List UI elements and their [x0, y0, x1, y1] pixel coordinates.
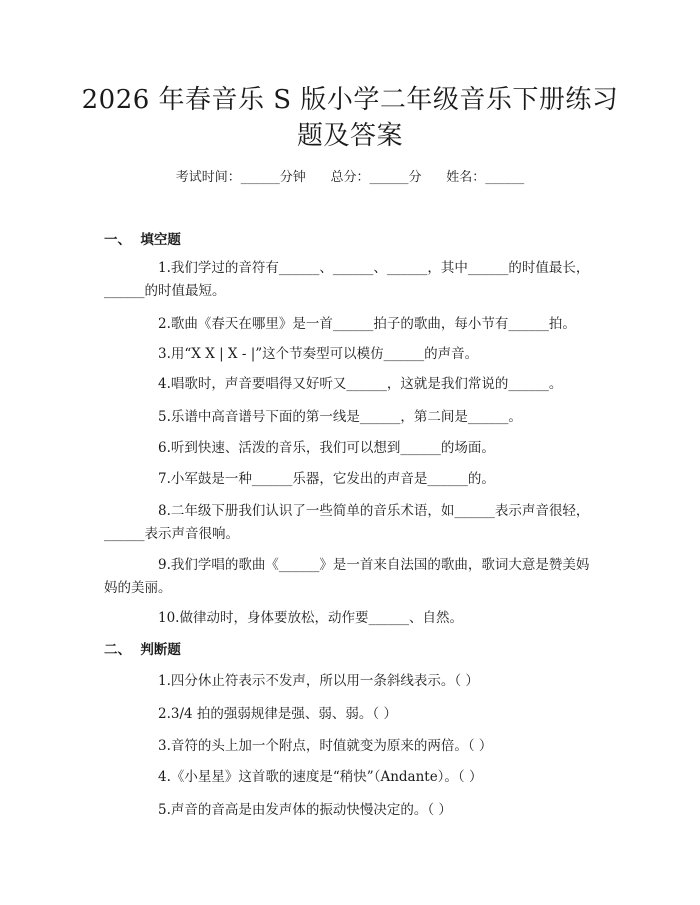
question-1-9 — [104, 554, 602, 600]
question-2-1 — [104, 670, 602, 693]
question-number: 4. — [158, 376, 171, 392]
question-2-4 — [104, 766, 602, 789]
question-text: 四分休止符表示不发声，所以用一条斜线表示。（ ） — [170, 673, 479, 689]
question-1-2 — [104, 313, 602, 336]
question-number: 2. — [158, 316, 171, 332]
question-text: 唱歌时，声音要唱得又好听又______，这就是我们常说的______。 — [170, 376, 563, 392]
question-number: 6. — [158, 440, 171, 456]
question-1-3 — [104, 343, 602, 366]
question-number: 5. — [158, 802, 171, 818]
question-text: 小军鼓是一种______乐器，它发出的声音是______的。 — [170, 471, 495, 487]
question-number: 5. — [158, 409, 171, 425]
title-line-1: 2026 年春音乐 S 版小学二年级音乐下册练习 — [81, 85, 619, 115]
question-text: 用“X X | X - |”这个节奏型可以模仿______的声音。 — [170, 346, 479, 362]
question-text: 《小星星》这首歌的速度是“稍快”（Andante）。（ ） — [170, 769, 483, 785]
question-number: 10. — [158, 610, 180, 626]
section-header-fill-in: 一、 填空题 — [104, 232, 181, 248]
question-number: 8. — [158, 503, 171, 519]
question-text: 做律动时，身体要放松，动作要______、自然。 — [179, 610, 463, 626]
document-title — [80, 82, 620, 154]
question-number: 4. — [158, 769, 171, 785]
question-1-1 — [104, 257, 602, 303]
question-1-8 — [104, 500, 602, 546]
question-text: 歌曲《春天在哪里》是一首______拍子的歌曲，每小节有______拍。 — [170, 316, 576, 332]
question-text: 声音的音高是由发声体的振动快慢决定的。（ ） — [170, 802, 452, 818]
question-number: 1. — [158, 673, 171, 689]
question-1-7 — [104, 468, 602, 491]
question-1-5 — [104, 406, 602, 429]
question-text: 二年级下册我们认识了一些简单的音乐术语，如______表示声音很轻，______表示声音很响。 — [104, 503, 590, 542]
question-1-4 — [104, 373, 602, 396]
question-1-6 — [104, 437, 602, 460]
question-text: 我们学唱的歌曲《______》是一首来自法国的歌曲，歌词大意是赞美妈妈的美丽。 — [104, 557, 590, 596]
section-header-true-false: 二、 判断题 — [104, 642, 181, 658]
question-number: 7. — [158, 471, 171, 487]
question-number: 9. — [158, 557, 171, 573]
exam-info-line: 考试时间：______分钟 总分：______分 姓名：______ — [175, 170, 525, 185]
question-number: 2. — [158, 706, 171, 722]
question-number: 1. — [158, 260, 171, 276]
question-text: 听到快速、活泼的音乐，我们可以想到______的场面。 — [170, 440, 495, 456]
question-1-10 — [104, 607, 602, 630]
question-text: 3/4 拍的强弱规律是强、弱、弱。（ ） — [170, 706, 397, 722]
question-text: 我们学过的音符有______、______、______，其中______的时值最长，______的时值最短。 — [104, 260, 590, 299]
question-text: 音符的头上加一个附点，时值就变为原来的两倍。（ ） — [170, 738, 493, 754]
title-line-2: 题及答案 — [296, 121, 403, 151]
question-number: 3. — [158, 346, 171, 362]
question-number: 3. — [158, 738, 171, 754]
question-text: 乐谱中高音谱号下面的第一线是______，第二间是______。 — [170, 409, 522, 425]
question-2-2 — [104, 703, 602, 726]
question-2-5 — [104, 799, 602, 822]
question-2-3 — [104, 735, 602, 758]
